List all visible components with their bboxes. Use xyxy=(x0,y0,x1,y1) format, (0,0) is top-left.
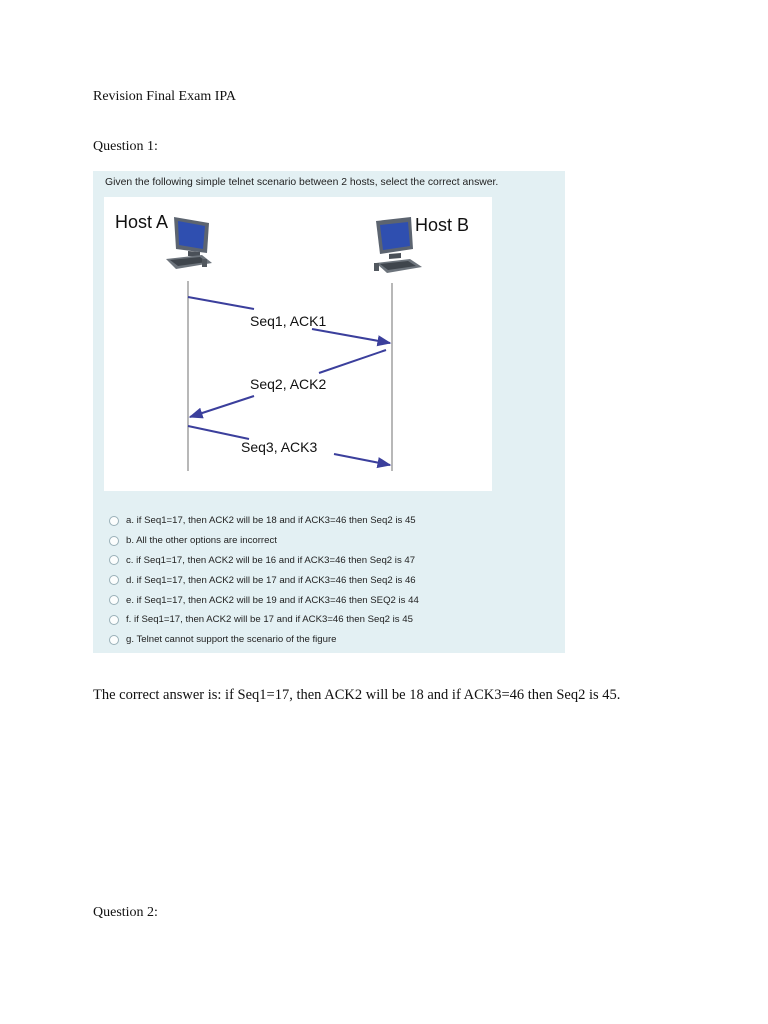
answer-option-a[interactable] xyxy=(109,511,419,531)
message-1-label: Seq1, ACK1 xyxy=(250,313,327,329)
diagram-canvas xyxy=(104,197,492,491)
radio-button-icon[interactable] xyxy=(109,595,119,605)
radio-button-icon[interactable] xyxy=(109,555,119,565)
answer-option-label: c. if Seq1=17, then ACK2 will be 16 and if ACK3=46 then Seq2 is 47 xyxy=(126,554,416,566)
message-2-arrow xyxy=(190,396,254,417)
host-b-label: Host B xyxy=(415,215,470,235)
host-a-label: Host A xyxy=(115,212,169,232)
message-3-label: Seq3, ACK3 xyxy=(241,439,318,455)
answer-option-label: e. if Seq1=17, then ACK2 will be 19 and if ACK3=46 then SEQ2 is 44 xyxy=(126,594,419,606)
radio-button-icon[interactable] xyxy=(109,516,119,526)
message-3-arrow xyxy=(334,454,390,465)
document-title: Revision Final Exam IPA xyxy=(93,89,236,104)
answer-option-label: d. if Seq1=17, then ACK2 will be 17 and if ACK3=46 then Seq2 is 46 xyxy=(126,574,416,586)
answer-option-label: f. if Seq1=17, then ACK2 will be 17 and if ACK3=46 then Seq2 is 45 xyxy=(126,614,413,626)
message-1-arrow-start xyxy=(188,297,254,309)
question-2-label: Question 2: xyxy=(93,905,158,920)
host-a-computer-icon xyxy=(166,217,212,269)
radio-button-icon[interactable] xyxy=(109,635,119,645)
answer-option-g[interactable] xyxy=(109,630,419,650)
answer-option-f[interactable] xyxy=(109,610,419,630)
radio-button-icon[interactable] xyxy=(109,536,119,546)
answer-option-label: b. All the other options are incorrect xyxy=(126,535,277,547)
answer-option-c[interactable] xyxy=(109,551,419,571)
answer-option-d[interactable] xyxy=(109,570,419,590)
question-prompt: Given the following simple telnet scenario between 2 hosts, select the correct answer. xyxy=(105,177,499,188)
message-2-arrow-start xyxy=(319,350,386,373)
question-1-screenshot xyxy=(93,171,565,653)
answer-option-b[interactable] xyxy=(109,531,419,551)
answer-option-label: g. Telnet cannot support the scenario of the figure xyxy=(126,634,337,646)
correct-answer-text: The correct answer is: if Seq1=17, then ACK2 will be 18 and if ACK3=46 then Seq2 is 45. xyxy=(93,687,621,703)
telnet-sequence-diagram xyxy=(104,197,492,491)
radio-button-icon[interactable] xyxy=(109,575,119,585)
answer-option-label: a. if Seq1=17, then ACK2 will be 18 and if ACK3=46 then Seq2 is 45 xyxy=(126,515,416,527)
message-2-label: Seq2, ACK2 xyxy=(250,376,327,392)
message-3-arrow-start xyxy=(188,426,249,439)
question-1-label: Question 1: xyxy=(93,139,158,154)
answer-option-e[interactable] xyxy=(109,590,419,610)
radio-button-icon[interactable] xyxy=(109,615,119,625)
answer-options xyxy=(109,511,419,650)
message-1-arrow xyxy=(312,329,390,343)
